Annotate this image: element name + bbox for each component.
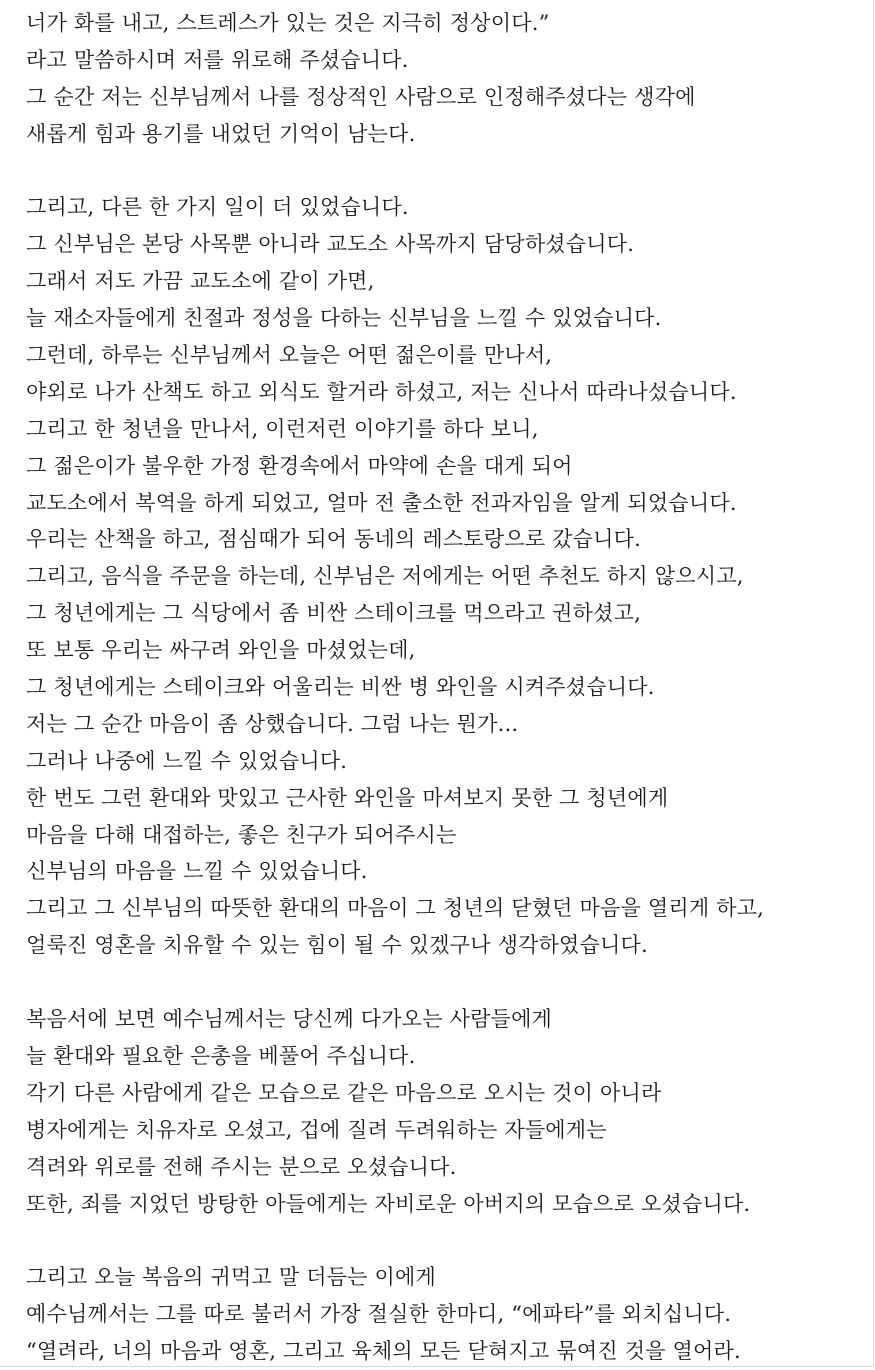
text-line: 교도소에서 복역을 하게 되었고, 얼마 전 출소한 전과자임을 알게 되었습니다. [26, 490, 737, 515]
text-line: 신부님의 마음을 느낄 수 있었습니다. [26, 859, 368, 884]
text-line: 야외로 나가 산책도 하고 외식도 할거라 하셨고, 저는 신나서 따라나섰습니다. [26, 379, 737, 404]
text-line: 또 보통 우리는 싸구려 와인을 마셨었는데, [26, 638, 416, 663]
text-line: 얼룩진 영혼을 치유할 수 있는 힘이 될 수 있겠구나 생각하였습니다. [26, 933, 648, 958]
paragraph-gap [26, 1222, 871, 1259]
text-line: 복음서에 보면 예수님께서는 당신께 다가오는 사람들에게 [26, 1007, 553, 1032]
paragraph [26, 189, 871, 964]
text-line: 그러나 나중에 느낄 수 있었습니다. [26, 748, 348, 773]
text-line: 라고 말씀하시며 저를 위로해 주셨습니다. [26, 47, 409, 72]
text-line: 마음을 다해 대접하는, 좋은 친구가 되어주시는 [26, 822, 457, 847]
text-line: 병자에게는 치유자로 오셨고, 겁에 질려 두려워하는 자들에게는 [26, 1117, 607, 1142]
paragraph-gap [26, 153, 871, 190]
document-body [26, 5, 871, 1370]
text-line: 그리고 그 신부님의 따뜻한 환대의 마음이 그 청년의 닫혔던 마음을 열리게 하고, [26, 896, 765, 921]
text-line: 그 신부님은 본당 사목뿐 아니라 교도소 사목까지 담당하셨습니다. [26, 232, 635, 257]
text-line: 격려와 위로를 전해 주시는 분으로 오셨습니다. [26, 1154, 457, 1179]
text-line: 그 젊은이가 불우한 가정 환경속에서 마약에 손을 대게 되어 [26, 453, 573, 478]
text-line: 늘 환대와 필요한 은총을 베풀어 주십니다. [26, 1043, 416, 1068]
paragraph-gap [26, 964, 871, 1001]
text-line: 그 청년에게는 그 식당에서 좀 비싼 스테이크를 먹으라고 권하셨고, [26, 601, 641, 626]
text-line: 너가 화를 내고, 스트레스가 있는 것은 지극히 정상이다.” [26, 11, 550, 35]
paragraph [26, 1259, 871, 1370]
text-line: 우리는 산책을 하고, 점심때가 되어 동네의 레스토랑으로 갔습니다. [26, 527, 641, 552]
text-line: 그래서 저도 가끔 교도소에 같이 가면, [26, 269, 375, 294]
text-line: 또한, 죄를 지었던 방탕한 아들에게는 자비로운 아버지의 모습으로 오셨습니다. [26, 1191, 751, 1216]
text-line: 새롭게 힘과 용기를 내었던 기억이 남는다. [26, 121, 416, 146]
text-line: 예수님께서는 그를 따로 불러서 가장 절실한 한마디, “에파타”를 외치십니다. [26, 1302, 732, 1327]
text-line: 그리고, 음식을 주문을 하는데, 신부님은 저에게는 어떤 추천도 하지 않으시고, [26, 564, 744, 589]
text-line: 그리고 한 청년을 만나서, 이런저런 이야기를 하다 보니, [26, 416, 539, 441]
text-line: 각기 다른 사람에게 같은 모습으로 같은 마음으로 오시는 것이 아니라 [26, 1080, 662, 1105]
text-line: 그 순간 저는 신부님께서 나를 정상적인 사람으로 인정해주셨다는 생각에 [26, 84, 696, 109]
text-line: 저는 그 순간 마음이 좀 상했습니다. 그럼 나는 뭔가... [26, 711, 519, 736]
text-line: 한 번도 그런 환대와 맛있고 근사한 와인을 마셔보지 못한 그 청년에게 [26, 785, 669, 810]
paragraph [26, 1001, 871, 1222]
text-line: 그리고 오늘 복음의 귀먹고 말 더듬는 이에게 [26, 1265, 436, 1290]
text-line: 늘 재소자들에게 친절과 정성을 다하는 신부님을 느낄 수 있었습니다. [26, 306, 662, 331]
text-line: 그리고, 다른 한 가지 일이 더 있었습니다. [26, 195, 409, 220]
text-line: 그 청년에게는 스테이크와 어울리는 비싼 병 와인을 시켜주셨습니다. [26, 675, 655, 700]
paragraph [26, 5, 871, 153]
text-line: 그런데, 하루는 신부님께서 오늘은 어떤 젊은이를 만나서, [26, 343, 553, 368]
text-line: “열려라, 너의 마음과 영혼, 그리고 육체의 모든 닫혀지고 묶여진 것을 열어라. [26, 1339, 741, 1364]
